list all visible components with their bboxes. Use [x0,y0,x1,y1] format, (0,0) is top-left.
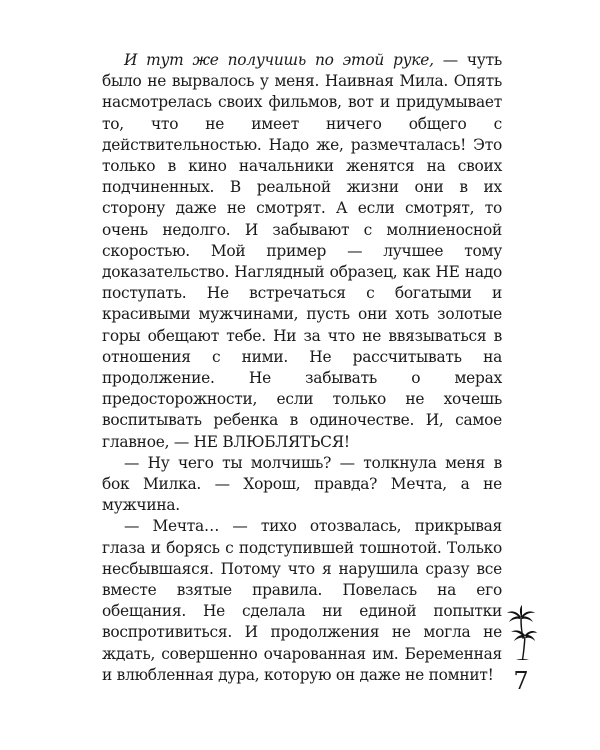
paragraph-2: — Ну чего ты молчишь? — толкнула меня в бок Милка. — Хорош, правда? Мечта, а не мужчина. [102,453,502,515]
palm-tree-icon [505,605,537,661]
italic-lead: И тут же получишь по этой руке, [124,51,434,69]
page-number: 7 [513,667,529,695]
body-text [102,50,502,686]
paragraph-3: — Мечта… — тихо отозвалась, прикрывая глаза и борясь с подступившей тошнотой. Только несбывшаяся. Потому что я нарушила сразу все вместе взятые правила. Повелась на его обещания. Не сделала ни единой попытки воспротивиться. И продолжения не могла не ждать, совершенно очарованная им. Беременная и влюбленная дура, которую он даже не помнит! [102,517,502,684]
paragraph-1 [102,50,502,453]
paragraph-1-text: — чуть было не вырвалось у меня. Наивная Мила. Опять насмотрелась своих фильмов, вот и придумывает то, что не имеет ничего общего с действительностью. Надо же, размечталась! Это только в кино начальники женятся на своих подчиненных. В реальной жизни они в их сторону даже не смотрят. А если смотрят, то очень недолго. И забывают с молниеносной скоростью. Мой пример — лучшее тому доказательство. Наглядный образец, как НЕ надо поступать. Не встречаться с богатыми и красивыми мужчинами, пусть они хоть золотые горы обещают тебе. Ни за что не ввязываться в отношения с ними. Не рассчитывать на продолжение. Не забывать о мерах предосторожности, если только не хочешь воспитывать ребенка в одиночестве. И, самое главное, — НЕ ВЛЮБЛЯТЬСЯ! [102,51,502,451]
